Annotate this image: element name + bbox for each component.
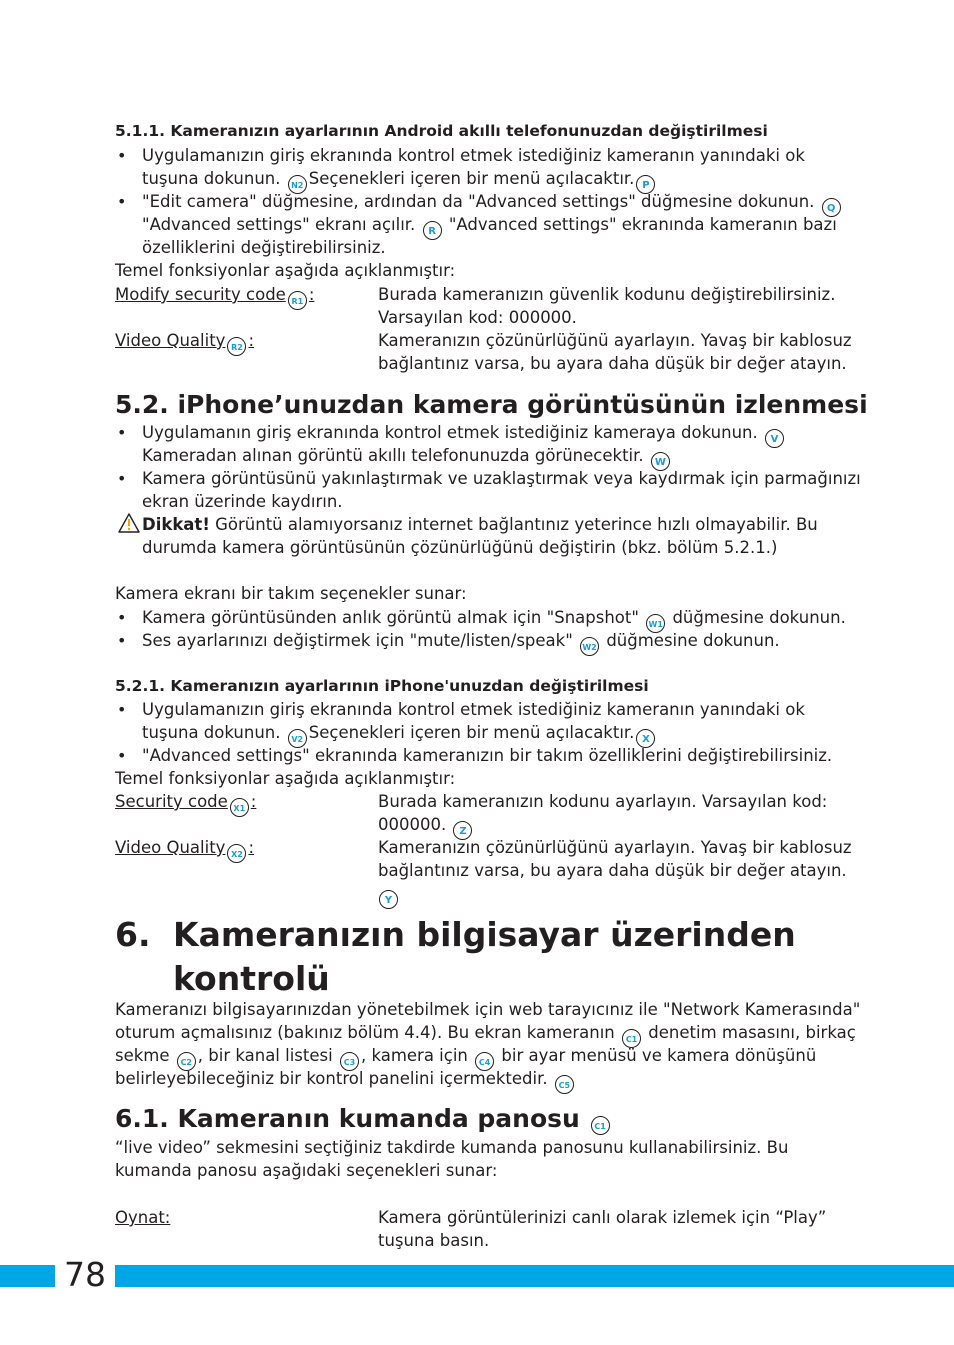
text-line: Temel fonksiyonlar aşağıda açıklanmıştır: [115, 769, 456, 788]
callout-badge: C4 [475, 1052, 494, 1071]
text-line [115, 1067, 576, 1094]
text-span: belirleyebileceğiniz bir kontrol panelini içermektedir. [115, 1069, 548, 1088]
callout-badge: C3 [340, 1052, 359, 1071]
text-span: Ses ayarlarınızı değiştirmek için "mute/listen/speak" [142, 631, 573, 650]
callout-badge: V2 [288, 729, 307, 748]
warning-label: Dikkat! [142, 515, 210, 534]
callout-badge: W1 [646, 614, 665, 633]
text-line: Kamera ekranı bir takım seçenekler sunar: [115, 584, 467, 603]
callout-badge: X [636, 729, 655, 748]
footer-bar [0, 1265, 954, 1287]
bullet: • [117, 192, 127, 211]
text-line: özelliklerini değiştirebilirsiniz. [142, 238, 386, 257]
function-label: Modify security code R1 : [115, 283, 314, 310]
callout-badge: Y [379, 890, 398, 909]
callout-badge: Q [822, 198, 841, 217]
text-span: Modify security code [115, 285, 286, 304]
section-6-1-heading [115, 1104, 612, 1135]
text-line: ekran üzerinde kaydırın. [142, 492, 343, 511]
text-span: Kameradan alınan görüntü akıllı telefonunuzda görünecektir. [142, 446, 644, 465]
text-line: kumanda panosu aşağıdaki seçenekleri sunar: [115, 1161, 498, 1180]
page-number: 78 [64, 1255, 106, 1294]
bullet: • [117, 700, 127, 719]
function-label [115, 1206, 170, 1229]
chapter-6-title: Kameranızın bilgisayar üzerinden [173, 915, 796, 954]
text-span: tuşuna dokunun. [142, 169, 281, 188]
text-span: Oynat: [115, 1208, 171, 1227]
text-span: düğmesine dokunun. [606, 631, 780, 650]
text-span: "Advanced settings" ekranında kameranın bazı [448, 215, 837, 234]
text-line [142, 513, 818, 536]
text-span: oturum açmalısınız (bakınız bölüm 4.4). Bu ekran kameranın [115, 1023, 615, 1042]
text-line: durumda kamera görüntüsünün çözünürlüğünü değiştirin (bkz. bölüm 5.2.1.) [142, 538, 778, 557]
callout-badge: C2 [177, 1052, 196, 1071]
function-desc: Varsayılan kod: 000000. [378, 308, 577, 327]
text-span: sekme [115, 1046, 170, 1065]
text-span: Seçenekleri içeren bir menü açılacaktır. [308, 723, 635, 742]
callout-badge: W2 [580, 637, 599, 656]
text-span: Görüntü alamıyorsanız internet bağlantınız yeterince hızlı olmayabilir. Bu [215, 515, 818, 534]
text-span: bir ayar menüsü ve kamera dönüşünü [501, 1046, 817, 1065]
bullet: • [117, 631, 127, 650]
bullet: • [117, 746, 127, 765]
function-desc [377, 882, 400, 909]
text-span: düğmesine dokunun. [672, 608, 846, 627]
text-span: Uygulamanın giriş ekranında kontrol etmek istediğiniz kameraya dokunun. [142, 423, 758, 442]
chapter-6-title: kontrolü [173, 959, 330, 998]
text-line: Temel fonksiyonlar aşağıda açıklanmıştır: [115, 261, 456, 280]
text-span: 6.1. Kameranın kumanda panosu [115, 1104, 580, 1133]
section-5-2-1-heading: 5.2.1. Kameranızın ayarlarının iPhone'unuzdan değiştirilmesi [115, 677, 649, 695]
callout-badge: X1 [230, 798, 249, 817]
text-span: Security code [115, 792, 228, 811]
text-line: Kameranızı bilgisayarınızdan yönetebilmek için web tarayıcınız ile "Network Kamerasında" [115, 1000, 861, 1019]
text-span: "Edit camera" düğmesine, ardından da "Advanced settings" düğmesine dokunun. [142, 192, 815, 211]
text-span: Video Quality [115, 838, 226, 857]
callout-badge: R2 [227, 337, 246, 356]
callout-badge: P [636, 175, 655, 194]
callout-badge: Z [453, 821, 472, 840]
warning-icon [118, 513, 140, 533]
callout-badge: C5 [555, 1075, 574, 1094]
bullet: • [117, 608, 127, 627]
function-desc: Kamera görüntülerinizi canlı olarak izlemek için “Play” [378, 1208, 827, 1227]
section-5-2-heading: 5.2. iPhone’unuzdan kamera görüntüsünün izlenmesi [115, 390, 868, 419]
function-desc: Burada kameranızın kodunu ayarlayın. Varsayılan kod: [378, 792, 828, 811]
function-desc: Kameranızın çözünürlüğünü ayarlayın. Yavaş bir kablosuz [378, 331, 852, 350]
text-span: 000000. [378, 815, 447, 834]
callout-badge: C1 [591, 1116, 610, 1135]
function-desc: Burada kameranızın güvenlik kodunu değiştirebilirsiniz. [378, 285, 836, 304]
function-label: Security code X1 : [115, 790, 256, 817]
text-span: , kamera için [360, 1046, 468, 1065]
bullet: • [117, 146, 127, 165]
text-line: "Advanced settings" ekranında kameranızın bir takım özelliklerini değiştirebilirsiniz. [142, 746, 833, 765]
text-line: Uygulamanızın giriş ekranında kontrol etmek istediğiniz kameranın yanındaki ok [142, 146, 805, 165]
callout-badge: V [765, 429, 784, 448]
text-line: “live video” sekmesini seçtiğiniz takdirde kumanda panosunu kullanabilirsiniz. Bu [115, 1138, 789, 1157]
text-span: Seçenekleri içeren bir menü açılacaktır. [308, 169, 635, 188]
chapter-6-number: 6. [115, 915, 151, 954]
function-desc: tuşuna basın. [378, 1231, 490, 1250]
text-span: , bir kanal listesi [197, 1046, 333, 1065]
callout-badge: C1 [622, 1029, 641, 1048]
callout-badge: R1 [288, 291, 307, 310]
function-desc: bağlantınız varsa, bu ayara daha düşük bir değer atayın. [378, 861, 847, 880]
callout-badge: N2 [288, 175, 307, 194]
text-span: tuşuna dokunun. [142, 723, 281, 742]
text-line: Uygulamanızın giriş ekranında kontrol etmek istediğiniz kameranın yanındaki ok [142, 700, 805, 719]
bullet: • [117, 423, 127, 442]
callout-badge: R [423, 221, 442, 240]
callout-badge: X2 [227, 844, 246, 863]
section-5-1-1-heading: 5.1.1. Kameranızın ayarlarının Android akıllı telefonunuzdan değiştirilmesi [115, 122, 768, 140]
text-span: Kamera görüntüsünden anlık görüntü almak için "Snapshot" [142, 608, 639, 627]
text-span: Video Quality [115, 331, 226, 350]
function-label: Video Quality X2 : [115, 836, 254, 863]
function-label: Video Quality R2 : [115, 329, 254, 356]
text-span: "Advanced settings" ekranı açılır. [142, 215, 416, 234]
callout-badge: W [651, 452, 670, 471]
bullet: • [117, 469, 127, 488]
text-line [142, 629, 780, 656]
text-line: Kamera görüntüsünü yakınlaştırmak ve uzaklaştırmak veya kaydırmak için parmağınızı [142, 469, 861, 488]
text-span: denetim masasını, birkaç [648, 1023, 856, 1042]
function-desc: bağlantınız varsa, bu ayara daha düşük bir değer atayın. [378, 354, 847, 373]
function-desc: Kameranızın çözünürlüğünü ayarlayın. Yavaş bir kablosuz [378, 838, 852, 857]
